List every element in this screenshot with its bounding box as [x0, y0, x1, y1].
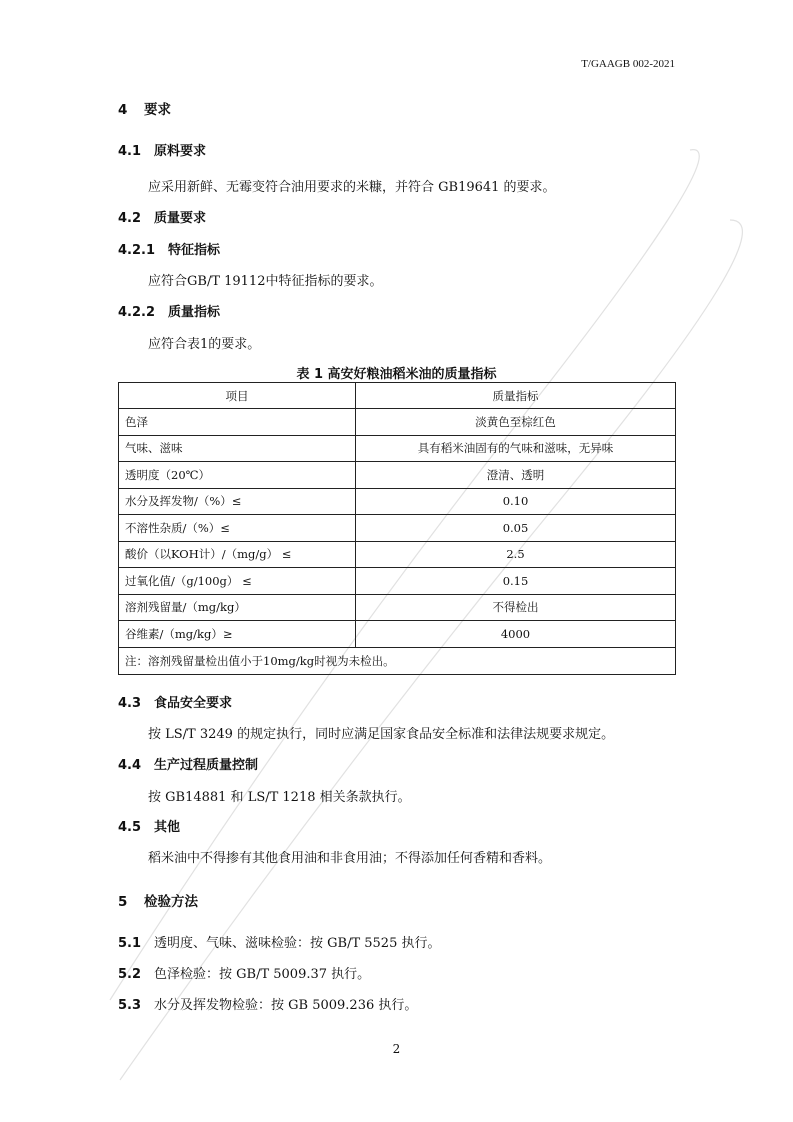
- section-4-4-heading: [118, 754, 258, 773]
- section-title: 质量要求: [154, 211, 207, 226]
- section-number: 5.1: [118, 936, 142, 951]
- section-number: 5.3: [118, 998, 142, 1013]
- section-title: 食品安全要求: [154, 696, 233, 711]
- table-note: 注：溶剂残留量检出值小于10mg/kg时视为未检出。: [119, 647, 676, 674]
- page-number: 2: [392, 1042, 401, 1056]
- table-cell-value: 具有稻米油固有的气味和滋味，无异味: [356, 435, 676, 462]
- section-4-2-1-text: 应符合GB/T 19112中特征指标的要求。: [148, 274, 383, 289]
- table-row: [119, 594, 676, 621]
- section-4-2-1-heading: [118, 239, 220, 258]
- section-number: 4.5: [118, 820, 142, 835]
- table-row: [119, 541, 676, 568]
- table-cell-item: 水分及挥发物/（%）≤: [119, 488, 356, 515]
- table-cell-item: 透明度（20℃）: [119, 462, 356, 489]
- table-cell-item: 酸价（以KOH计）/（mg/g） ≤: [119, 541, 356, 568]
- section-number: 4.2.1: [118, 243, 156, 258]
- section-title: 原料要求: [154, 144, 207, 159]
- section-4-3-text: 按 LS/T 3249 的规定执行，同时应满足国家食品安全标准和法律法规要求规定。: [148, 727, 615, 742]
- section-title: 要求: [144, 102, 171, 118]
- quality-table: [118, 382, 676, 675]
- table-row: [119, 515, 676, 542]
- table-note-row: [119, 647, 676, 674]
- table-row: [119, 621, 676, 648]
- table-cell-value: 淡黄色至棕红色: [356, 409, 676, 436]
- section-number: 5.2: [118, 967, 142, 982]
- table-row: [119, 409, 676, 436]
- section-number: 4.3: [118, 696, 142, 711]
- section-number: 4.2: [118, 211, 142, 226]
- section-4-2-2-heading: [118, 301, 220, 320]
- table-cell-item: 不溶性杂质/（%）≤: [119, 515, 356, 542]
- section-4-4-text: 按 GB14881 和 LS/T 1218 相关条款执行。: [148, 790, 411, 805]
- table-cell-value: 澄清、透明: [356, 462, 676, 489]
- table-cell-value: 0.10: [356, 488, 676, 515]
- table-cell-item: 色泽: [119, 409, 356, 436]
- section-4-2-2-text: 应符合表1的要求。: [148, 337, 261, 352]
- section-number: 4.4: [118, 758, 142, 773]
- table-cell-value: 0.15: [356, 568, 676, 595]
- table-row: [119, 462, 676, 489]
- table-cell-value: 4000: [356, 621, 676, 648]
- section-number: 4.2.2: [118, 305, 156, 320]
- table-cell-value: 0.05: [356, 515, 676, 542]
- section-title: 检验方法: [144, 894, 198, 910]
- table-row: [119, 568, 676, 595]
- section-text: 透明度、气味、滋味检验：按 GB/T 5525 执行。: [154, 936, 441, 951]
- section-5-heading: [118, 890, 198, 910]
- section-text: 水分及挥发物检验：按 GB 5009.236 执行。: [154, 998, 418, 1013]
- table-row: [119, 488, 676, 515]
- section-4-5-heading: [118, 816, 180, 835]
- table-row: [119, 435, 676, 462]
- section-title: 质量指标: [168, 305, 221, 320]
- section-title: 其他: [154, 820, 181, 835]
- section-4-3-heading: [118, 692, 232, 711]
- section-title: 生产过程质量控制: [154, 758, 259, 773]
- section-5-3: [118, 994, 417, 1013]
- table-cell-value: 不得检出: [356, 594, 676, 621]
- section-text: 色泽检验：按 GB/T 5009.37 执行。: [154, 967, 371, 982]
- document-code: T/GAAGB 002-2021: [581, 58, 675, 70]
- section-number: 4.1: [118, 144, 142, 159]
- table-cell-item: 气味、滋味: [119, 435, 356, 462]
- table-cell-item: 溶剂残留量/（mg/kg）: [119, 594, 356, 621]
- section-4-1-heading: [118, 140, 206, 159]
- table-header-cell: 项目: [119, 383, 356, 409]
- section-5-2: [118, 963, 370, 982]
- section-4-1-text: 应采用新鲜、无霉变符合油用要求的米糠，并符合 GB19641 的要求。: [148, 180, 556, 195]
- section-number: 5: [118, 894, 128, 910]
- table-cell-item: 谷维素/（mg/kg）≥: [119, 621, 356, 648]
- table-cell-value: 2.5: [356, 541, 676, 568]
- section-5-1: [118, 932, 440, 951]
- table-header-cell: 质量指标: [356, 383, 676, 409]
- section-title: 特征指标: [168, 243, 221, 258]
- section-4-heading: [118, 98, 171, 118]
- section-4-5-text: 稻米油中不得掺有其他食用油和非食用油；不得添加任何香精和香料。: [148, 851, 552, 866]
- table-caption: 表 1 高安好粮油稻米油的质量指标: [296, 367, 497, 382]
- table-header-row: [119, 383, 676, 409]
- table-cell-item: 过氧化值/（g/100g） ≤: [119, 568, 356, 595]
- section-4-2-heading: [118, 207, 206, 226]
- section-number: 4: [118, 102, 128, 118]
